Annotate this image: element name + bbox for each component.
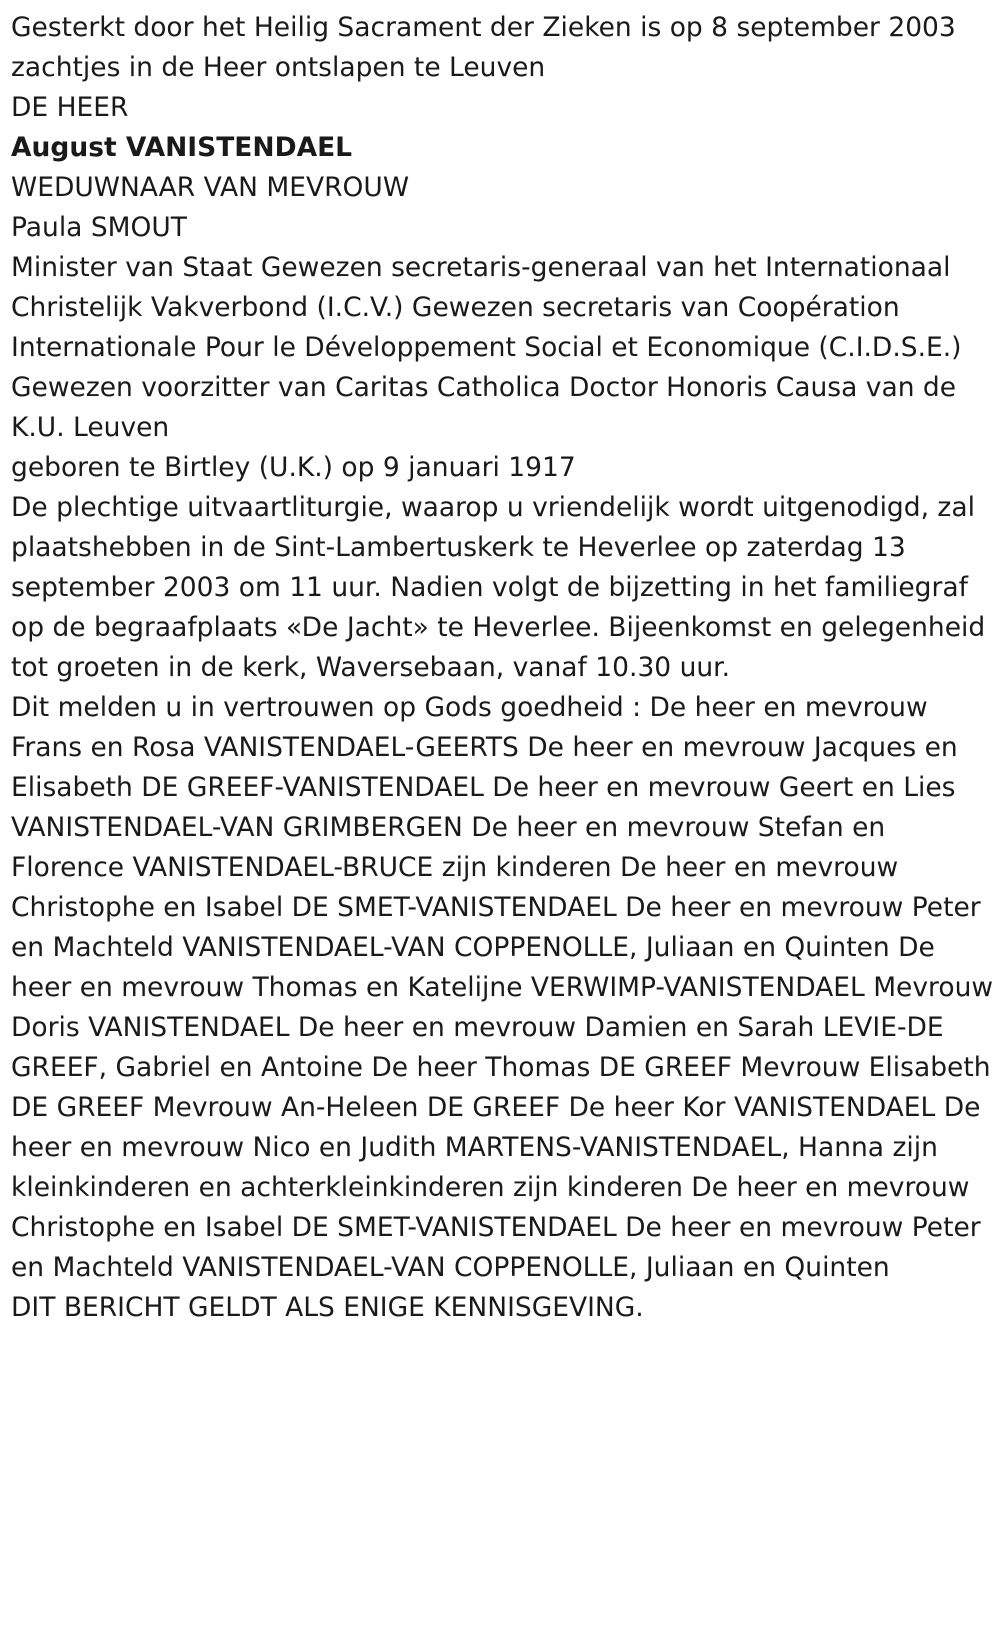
family-paragraph: Dit melden u in vertrouwen op Gods goedheid : De heer en mevrouw Frans en Rosa VANISTENDAEL-GEERTS De heer en mevrouw Jacques en Elisabeth DE GREEF-VANISTENDAEL De heer en mevrouw Geert en Lies VANISTENDAEL-VAN GRIMBERGEN De heer en mevrouw Stefan en Florence VANISTENDAEL-BRUCE zijn kinderen De heer en mevrouw Christophe en Isabel DE SMET-VANISTENDAEL De heer en mevrouw Peter en Machteld VANISTENDAEL-VAN COPPENOLLE, Juliaan en Quinten De heer en mevrouw Thomas en Katelijne VERWIMP-VANISTENDAEL Mevrouw Doris VANISTENDAEL De heer en mevrouw Damien en Sarah LEVIE-DE GREEF, Gabriel en Antoine De heer Thomas DE GREEF Mevrouw Elisabeth DE GREEF Mevrouw An-Heleen DE GREEF De heer Kor VANISTENDAEL De heer en mevrouw Nico en Judith MARTENS-VANISTENDAEL, Hanna zijn kleinkinderen en achterkleinkinderen zijn kinderen De heer en mevrouw Christophe en Isabel DE SMET-VANISTENDAEL De heer en mevrouw Peter en Machteld VANISTENDAEL-VAN COPPENOLLE, Juliaan en Quinten xyxy=(11,692,994,1283)
functions-paragraph: Minister van Staat Gewezen secretaris-generaal van het Internationaal Christelijk Vakverbond (I.C.V.) Gewezen secretaris van Coopération Internationale Pour le Développement Social et Economique (C.I.D.S.E.) Gewezen voorzitter van Caritas Catholica Doctor Honoris Causa van de K.U. Leuven xyxy=(11,252,962,443)
spouse-label: WEDUWNAAR VAN MEVROUW xyxy=(11,172,410,203)
closing-notice: DIT BERICHT GELDT ALS ENIGE KENNISGEVING. xyxy=(11,1292,644,1323)
deceased-name: August VANISTENDAEL xyxy=(11,132,353,163)
spouse-name: Paula SMOUT xyxy=(11,212,187,243)
birth-paragraph: geboren te Birtley (U.K.) op 9 januari 1917 xyxy=(11,452,576,483)
funeral-paragraph: De plechtige uitvaartliturgie, waarop u vriendelijk wordt uitgenodigd, zal plaatshebben in de Sint-Lambertuskerk te Heverlee op zaterdag 13 september 2003 om 11 uur. Nadien volgt de bijzetting in het familiegraf op de begraafplaats «De Jacht» te Heverlee. Bijeenkomst en gelegenheid tot groeten in de kerk, Waversebaan, vanaf 10.30 uur. xyxy=(11,492,986,683)
intro-paragraph: Gesterkt door het Heilig Sacrament der Zieken is op 8 september 2003 zachtjes in de Heer ontslapen te Leuven xyxy=(11,12,956,83)
obituary-text xyxy=(11,8,996,1328)
honorific-title: DE HEER xyxy=(11,92,129,123)
